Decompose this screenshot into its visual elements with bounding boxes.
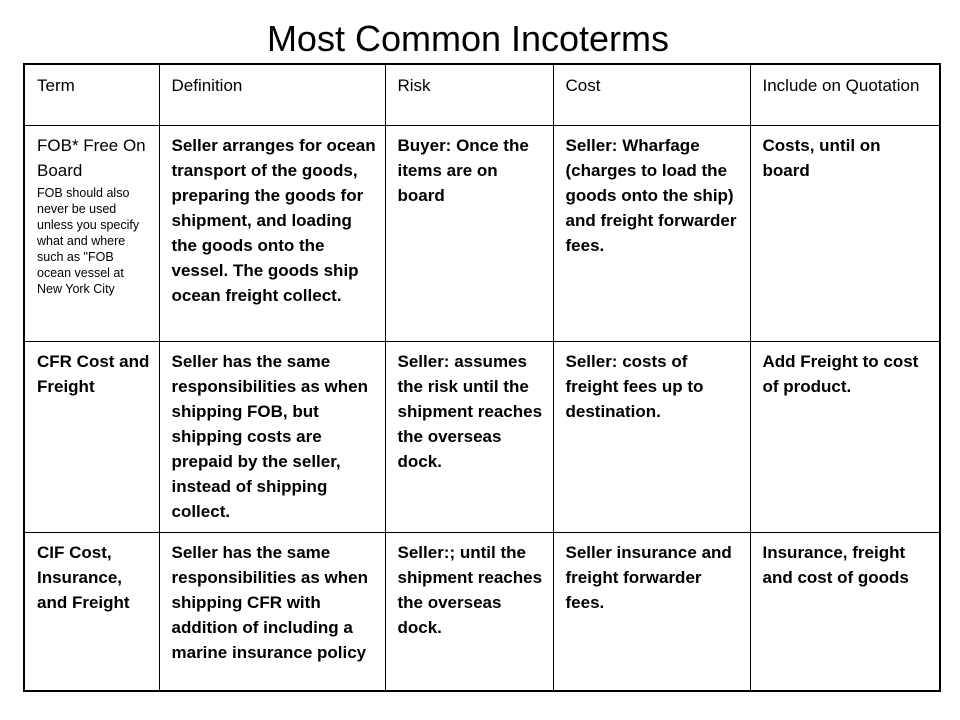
header-quotation: Include on Quotation (750, 64, 940, 126)
header-definition: Definition (159, 64, 385, 126)
term-cell-cfr: CFR Cost and Freight (24, 342, 159, 533)
header-risk: Risk (385, 64, 553, 126)
risk-cell-cif: Seller:; until the shipment reaches the overseas dock. (385, 533, 553, 692)
header-row (24, 64, 940, 126)
quotation-cell-cif: Insurance, freight and cost of goods (750, 533, 940, 692)
table-row-cif (24, 533, 940, 692)
term-note-fob: FOB should also never be used unless you specify what and where such as "FOB ocean vessel at New York City (37, 186, 140, 296)
header-cost: Cost (553, 64, 750, 126)
definition-cell-fob: Seller arranges for ocean transport of the goods, preparing the goods for shipment, and loading the goods onto the vessel. The goods ship ocean freight collect. (159, 126, 385, 342)
risk-cell-cfr: Seller: assumes the risk until the shipment reaches the overseas dock. (385, 342, 553, 533)
header-term: Term (24, 64, 159, 126)
table-row-cfr (24, 342, 940, 533)
term-label-fob: FOB* Free On Board (37, 136, 146, 180)
page-title: Most Common Incoterms (266, 18, 670, 59)
term-cell-cif: CIF Cost, Insurance, and Freight (24, 533, 159, 692)
cost-cell-fob: Seller: Wharfage (charges to load the goods onto the ship) and freight forwarder fees. (553, 126, 750, 342)
definition-cell-cfr: Seller has the same responsibilities as when shipping FOB, but shipping costs are prepaid by the seller, instead of shipping collect. (159, 342, 385, 533)
risk-cell-fob: Buyer: Once the items are on board (385, 126, 553, 342)
definition-cell-cif: Seller has the same responsibilities as when shipping CFR with addition of including a marine insurance policy (159, 533, 385, 692)
quotation-cell-fob: Costs, until on board (750, 126, 940, 342)
incoterms-table (23, 63, 941, 692)
term-cell-fob (24, 126, 159, 342)
cost-cell-cfr: Seller: costs of freight fees up to destination. (553, 342, 750, 533)
table-row-fob (24, 126, 940, 342)
cost-cell-cif: Seller insurance and freight forwarder fees. (553, 533, 750, 692)
quotation-cell-cfr: Add Freight to cost of product. (750, 342, 940, 533)
